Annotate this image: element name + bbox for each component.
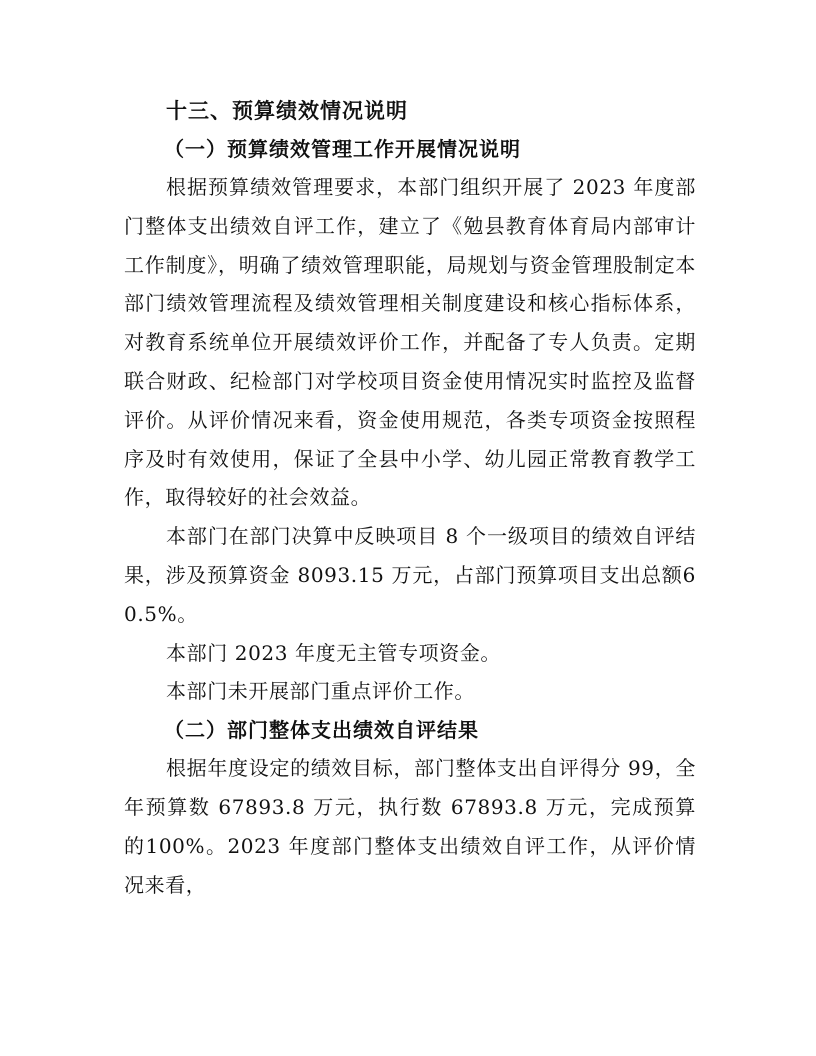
subsection-title-1: （一）预算绩效管理工作开展情况说明: [164, 137, 521, 161]
paragraph-4: 本部门未开展部门重点评价工作。: [166, 679, 475, 704]
section-title: 十三、预算绩效情况说明: [166, 99, 408, 123]
paragraph-3: 本部门 2023 年度无主管专项资金。: [166, 640, 502, 665]
paragraph-2: 本部门在部门决算中反映项目 8 个一级项目的绩效自评结果，涉及预算资金 8093.15 万元，占部门预算项目支出总额60.5%。: [124, 524, 696, 626]
paragraph-1: 根据预算绩效管理要求，本部门组织开展了 2023 年度部门整体支出绩效自评工作，建立了《勉县教育体育局内部审计工作制度》，明确了绩效管理职能，局规划与资金管理股制定本部门绩效管理流程及绩效管理相关制度建设和核心指标体系，对教育系统单位开展绩效评价工作，并配备了专人负责。定期联合财政、纪检部门对学校项目资金使用情况实时监控及监督评价。从评价情况来看，资金使用规范，各类专项资金按照程序及时有效使用，保证了全县中小学、幼儿园正常教育教学工作，取得较好的社会效益。: [124, 175, 696, 510]
document-body: [124, 92, 696, 904]
subsection-title-2: （二）部门整体支出绩效自评结果: [164, 718, 479, 743]
paragraph-5: 根据年度设定的绩效目标，部门整体支出自评得分 99，全年预算数 67893.8 万元，执行数 67893.8 万元，完成预算的100%。2023 年度部门整体支出绩效自评工作，从评价情况来看，: [124, 756, 696, 897]
